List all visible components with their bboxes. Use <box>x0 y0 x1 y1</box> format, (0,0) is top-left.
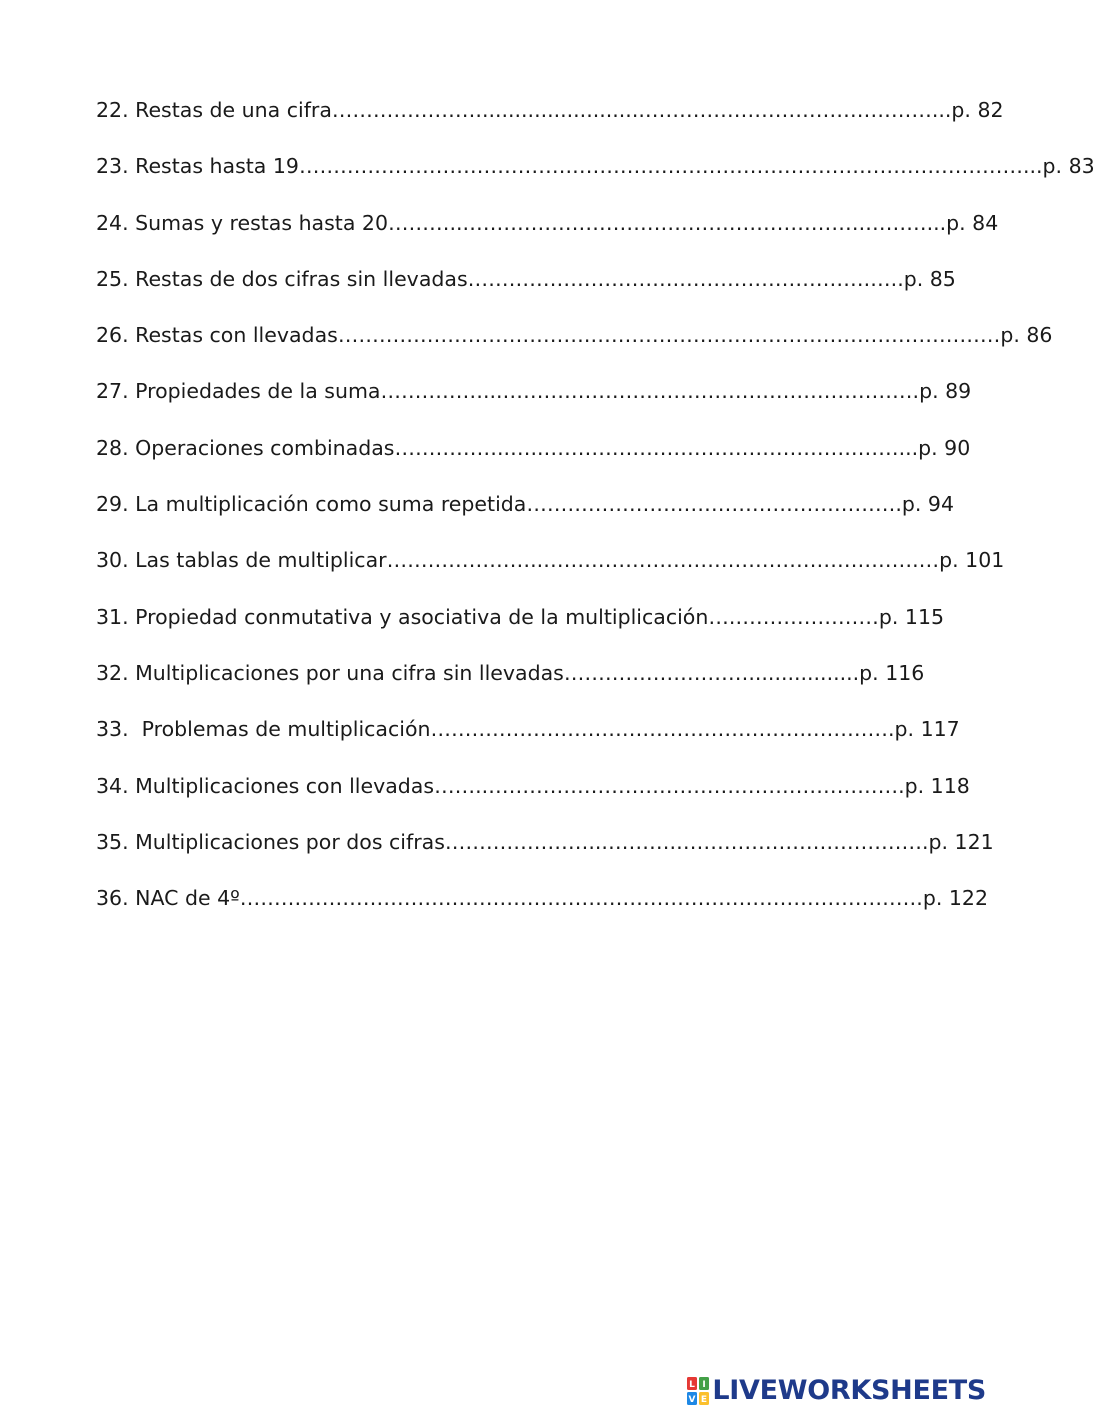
toc-entry-leader: ………………………….……………………….….. <box>467 266 904 291</box>
toc-entry-title: 36. NAC de 4º <box>96 886 240 911</box>
toc-entry <box>96 771 970 827</box>
mark-letter-e: E <box>701 1395 708 1405</box>
toc-entry-title: 26. Restas con llevadas <box>96 323 338 348</box>
liveworksheets-logo-text: LIVEWORKSHEETS <box>712 1375 986 1406</box>
toc-entry <box>96 602 945 658</box>
toc-entry <box>96 883 989 939</box>
mark-letter-l: L <box>689 1380 696 1390</box>
toc-entry-leader: …………………..……………………………………………….… <box>386 548 940 573</box>
toc-entry-page: p. 86 <box>1000 323 1053 348</box>
liveworksheets-logo <box>687 1374 986 1408</box>
toc-entry-page: p. 84 <box>946 210 999 235</box>
toc-entry <box>96 95 1004 151</box>
toc-entry-page: p. 121 <box>928 829 994 854</box>
toc-entry-leader: ………...………………………………………………….………... <box>388 210 947 235</box>
toc-entry-leader: ….………………… <box>708 604 879 629</box>
toc-entry-title: 28. Operaciones combinadas <box>96 435 395 460</box>
toc-entry-title: 29. La multiplicación como suma repetida <box>96 492 527 517</box>
toc-entry-leader: ……………...……………………………………………………. <box>380 379 920 404</box>
toc-entry-page: p. 122 <box>922 886 989 911</box>
toc-entry <box>96 545 1005 601</box>
toc-entry-title: 23. Restas hasta 19 <box>96 154 299 179</box>
table-of-contents <box>96 95 1095 939</box>
toc-entry-title: 24. Sumas y restas hasta 20 <box>96 210 389 235</box>
liveworksheets-mark-icon <box>687 1377 709 1405</box>
toc-entry <box>96 714 960 770</box>
toc-entry-title: 30. Las tablas de multiplicar <box>96 548 387 573</box>
toc-entry-page: p. 101 <box>939 548 1005 573</box>
toc-entry <box>96 827 994 883</box>
toc-entry-title: 34. Multiplicaciones con llevadas <box>96 773 435 798</box>
toc-entry-page: p. 116 <box>859 660 925 685</box>
toc-entry-page: p. 90 <box>918 435 971 460</box>
toc-entry-page: p. 85 <box>903 266 956 291</box>
toc-entry-title: 27. Propiedades de la suma <box>96 379 381 404</box>
toc-entry <box>96 264 956 320</box>
toc-entry-page: p. 117 <box>894 717 960 742</box>
toc-entry-leader: ……………………………….…………………………………………………… <box>337 323 1001 348</box>
toc-entry-page: p. 115 <box>878 604 945 629</box>
toc-entry <box>96 376 972 432</box>
toc-entry-leader: ……………..…..……………………………………….……... <box>394 435 919 460</box>
toc-entry-title: 35. Multiplicaciones por dos cifras <box>96 829 445 854</box>
toc-entry-page: p. 89 <box>919 379 972 404</box>
toc-entry-leader: …………………..........................……………………………………... <box>331 98 952 122</box>
toc-entry <box>96 433 971 489</box>
toc-entry-leader: ……..……………………………………………………. <box>434 773 905 798</box>
toc-entry <box>96 489 955 545</box>
toc-entry <box>96 151 1095 207</box>
toc-entry-title: 32. Multiplicaciones por una cifra sin llevadas <box>96 660 564 685</box>
toc-entry-leader: ………………………………………………………………………………………. <box>239 886 923 911</box>
toc-entry-leader: ………………………………………………. <box>526 492 902 517</box>
toc-entry <box>96 208 999 264</box>
toc-entry-leader: …………………...……….………………………………. <box>444 829 929 854</box>
toc-entry <box>96 320 1053 376</box>
mark-letter-i: I <box>702 1380 707 1390</box>
mark-letter-v: V <box>688 1395 696 1405</box>
toc-entry-leader: ……………………………………………….…………. <box>430 717 895 742</box>
toc-entry-page: p. 83 <box>1042 154 1095 179</box>
toc-entry-title: 31. Propiedad conmutativa y asociativa de la multiplicación <box>96 604 709 629</box>
toc-entry-leader: ………………………................. <box>563 660 860 685</box>
toc-entry-page: p. 82 <box>951 98 1004 122</box>
toc-entry-title: 33. Problemas de multiplicación <box>96 717 431 742</box>
toc-entry-title: 22. Restas de una cifra <box>96 98 332 122</box>
toc-entry-page: p. 94 <box>901 492 955 517</box>
toc-entry-page: p. 118 <box>904 773 970 798</box>
toc-entry <box>96 658 925 714</box>
toc-entry-title: 25. Restas de dos cifras sin llevadas <box>96 266 468 291</box>
toc-entry-leader: ………………………………….…………………………………………………………... <box>298 154 1043 179</box>
